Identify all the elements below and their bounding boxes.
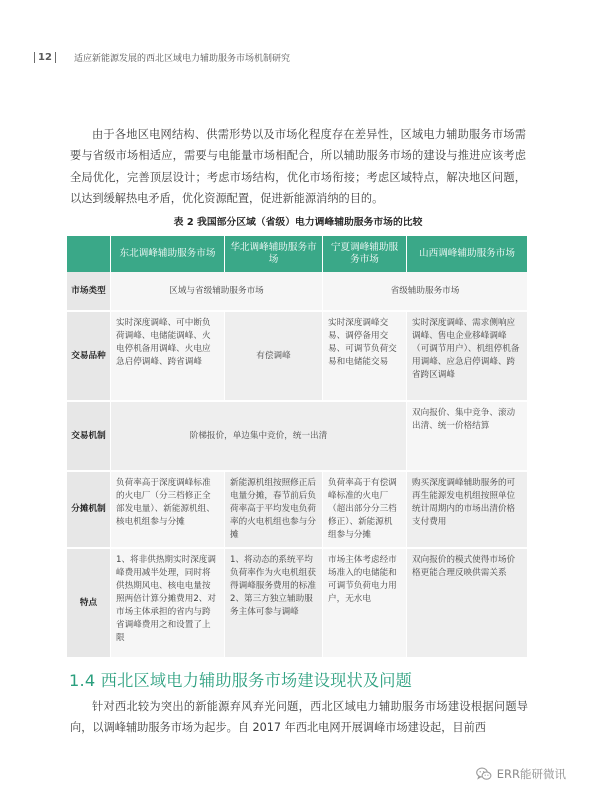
page-number: 12 [38,51,52,63]
row-label-varieties: 交易品种 [67,312,111,402]
watermark-text: ERR能研微讯 [496,767,566,781]
table-row [67,272,527,312]
cell-market-type-northeast-north: 区域与省级辅助服务市场 [111,272,323,312]
row-label-features: 特点 [67,549,111,659]
page-marker-bar-left [34,52,35,63]
cell-sharing-shanxi: 购买深度调峰辅助服务的可再生能源发电机组按照单位统计周期内的市场出清价格支付费用 [407,472,527,549]
table-header-row [67,236,527,272]
cell-sharing-northeast: 负荷率高于深度调峰标准的火电厂（分三档修正全部发电量）、新能源机组、核电机组参与分摊 [111,472,225,549]
cell-market-type-ningxia-shanxi: 省级辅助服务市场 [323,272,527,312]
table-caption: 表 2 我国部分区域（省级）电力调峰辅助服务市场的比较 [173,217,423,228]
table-header-northeast: 东北调峰辅助服务市场 [111,236,225,272]
cell-features-ningxia: 市场主体考虑经市场准入的电储能和可调节负荷电力用户，无水电 [323,549,407,659]
cell-features-shanxi: 双向报价的模式使得市场价格更能合理反映供需关系 [407,549,527,659]
cell-mechanism-northeast-to-ningxia: 阶梯报价，单边集中竞价，统一出清 [111,402,407,472]
cell-features-northeast: 1、将非供热期实时深度调峰费用减半处理，同时将供热期风电、核电电量按照两倍计算分摊费用2、对市场主体承担的省内与跨省调峰费用之和设置了上限 [111,549,225,659]
row-label-market-type: 市场类型 [67,272,111,312]
section-heading: 1.4 西北区域电力辅助服务市场建设现状及问题 [69,671,413,690]
page-number-marker [34,51,56,63]
cell-sharing-ningxia: 负荷率高于有偿调峰标准的火电厂（超出部分分三档修正）、新能源机组参与分摊 [323,472,407,549]
cell-varieties-shanxi: 实时深度调峰、需求侧响应调峰、售电企业移峰调峰（可调节用户）、机组停机备用调峰、应急启停调峰、跨省跨区调峰 [407,312,527,402]
table-header-corner [67,236,111,272]
row-label-sharing: 分摊机制 [67,472,111,549]
table-row [67,312,527,402]
comparison-table [67,236,527,659]
page-header [0,49,589,67]
cell-varieties-ningxia: 实时深度调峰交易、调停备用交易、可调节负荷交易和电储能交易 [323,312,407,402]
row-label-mechanism: 交易机制 [67,402,111,472]
table-row [67,402,527,472]
running-title: 适应新能源发展的西北区域电力辅助服务市场机制研究 [74,54,291,64]
wechat-icon [476,767,492,781]
cell-varieties-northeast: 实时深度调峰、可中断负荷调峰、电储能调峰、火电停机备用调峰、火电应急启停调峰、跨省调峰 [111,312,225,402]
table-header-ningxia: 宁夏调峰辅助服务市场 [323,236,407,272]
cell-features-north: 1、将动态的系统平均负荷率作为火电机组获得调峰服务费用的标准 2、第三方独立辅助服务主体可参与调峰 [225,549,323,659]
table-header-north: 华北调峰辅助服务市场 [225,236,323,272]
cell-sharing-north: 新能源机组按照修正后电量分摊，春节前后负荷率高于平均发电负荷率的火电机组也参与分摊 [225,472,323,549]
section-paragraph: 针对西北较为突出的新能源弃风弃光问题，西北区域电力辅助服务市场建设根据问题导向，以调峰辅助服务市场为起步。自 2017 年西北电网开展调峰市场建设起，目前西 [70,700,528,735]
watermark [473,765,569,783]
intro-paragraph: 由于各地区电网结构、供需形势以及市场化程度存在差异性，区域电力辅助服务市场需要与省级市场相适应，需要与电能量市场相配合，所以辅助服务市场的建设与推进应该考虑全局优化，完善顶层设计；考虑市场结构，优化市场衔接；考虑区域特点，解决地区问题，以达到缓解热电矛盾，优化资源配置，促进新能源消纳的目的。 [70,128,526,206]
cell-varieties-north: 有偿调峰 [225,312,323,402]
table-row [67,549,527,659]
page-marker-bar-right [55,52,56,63]
cell-mechanism-shanxi: 双向报价、集中竞争、滚动出清、统一价格结算 [407,402,527,472]
table-header-shanxi: 山西调峰辅助服务市场 [407,236,527,272]
table-row [67,472,527,549]
